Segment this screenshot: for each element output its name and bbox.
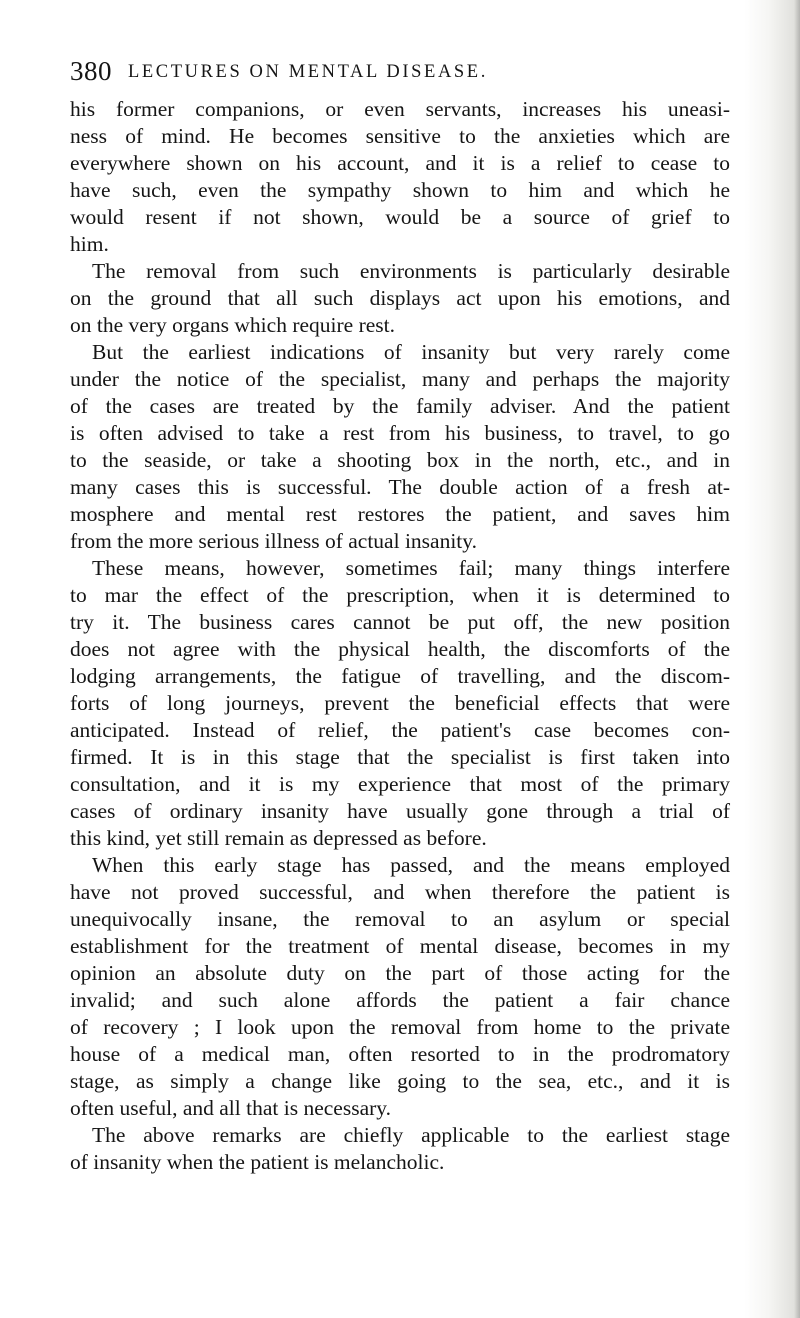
text-line: establishment for the treatment of mental disease, becomes in my (70, 934, 730, 958)
text-line: this kind, yet still remain as depressed as before. (70, 826, 487, 850)
text-line: unequivocally insane, the removal to an asylum or special (70, 907, 730, 931)
text-line: consultation, and it is my experience that most of the primary (70, 772, 730, 796)
text-line: mosphere and mental rest restores the patient, and saves him (70, 502, 730, 526)
text-line: forts of long journeys, prevent the beneficial effects that were (70, 691, 730, 715)
text-line: often useful, and all that is necessary. (70, 1096, 391, 1120)
text-line: to mar the effect of the prescription, when it is determined to (70, 583, 730, 607)
text-line: The removal from such environments is particularly desirable (92, 259, 730, 283)
text-line: from the more serious illness of actual insanity. (70, 529, 478, 553)
text-line: would resent if not shown, would be a source of grief to (70, 205, 730, 229)
page-edge-shadow (794, 0, 800, 1318)
text-line: on the very organs which require rest. (70, 313, 395, 337)
text-line: try it. The business cares cannot be put off, the new position (70, 610, 730, 634)
text-line: him. (70, 232, 109, 256)
text-line: stage, as simply a change like going to the sea, etc., and it is (70, 1069, 730, 1093)
text-line: When this early stage has passed, and the means employed (92, 853, 730, 877)
text-line: have such, even the sympathy shown to him and which he (70, 178, 730, 202)
text-line: opinion an absolute duty on the part of those acting for the (70, 961, 730, 985)
text-line: lodging arrangements, the fatigue of travelling, and the discom- (70, 664, 730, 688)
text-line: many cases this is successful. The double action of a fresh at- (70, 475, 730, 499)
page-header (70, 54, 730, 88)
text-line: invalid; and such alone affords the patient a fair chance (70, 988, 730, 1012)
text-line: house of a medical man, often resorted to in the prodromatory (70, 1042, 730, 1066)
page-number: 380 (70, 56, 112, 86)
text-line: cases of ordinary insanity have usually gone through a trial of (70, 799, 730, 823)
text-line: These means, however, sometimes fail; many things interfere (92, 556, 730, 580)
text-line: But the earliest indications of insanity but very rarely come (92, 340, 730, 364)
text-line: to the seaside, or take a shooting box in the north, etc., and in (70, 448, 730, 472)
text-line: under the notice of the specialist, many and perhaps the majority (70, 367, 730, 391)
text-line: anticipated. Instead of relief, the patient's case becomes con- (70, 718, 730, 742)
text-line: on the ground that all such displays act upon his emotions, and (70, 286, 730, 310)
text-line: does not agree with the physical health, the discomforts of the (70, 637, 730, 661)
text-line: of the cases are treated by the family adviser. And the patient (70, 394, 730, 418)
text-line: ness of mind. He becomes sensitive to the anxieties which are (70, 124, 730, 148)
running-head: LECTURES ON MENTAL DISEASE. (128, 62, 488, 82)
text-line: of recovery ; I look upon the removal from home to the private (70, 1015, 730, 1039)
text-line: firmed. It is in this stage that the specialist is first taken into (70, 745, 730, 769)
text-line: everywhere shown on his account, and it is a relief to cease to (70, 151, 730, 175)
text-line: The above remarks are chiefly applicable to the earliest stage (92, 1123, 730, 1147)
text-line: of insanity when the patient is melancholic. (70, 1150, 445, 1174)
text-line: is often advised to take a rest from his business, to travel, to go (70, 421, 730, 445)
text-line: his former companions, or even servants, increases his uneasi- (70, 97, 730, 121)
text-line: have not proved successful, and when therefore the patient is (70, 880, 730, 904)
body-text (70, 96, 730, 1176)
